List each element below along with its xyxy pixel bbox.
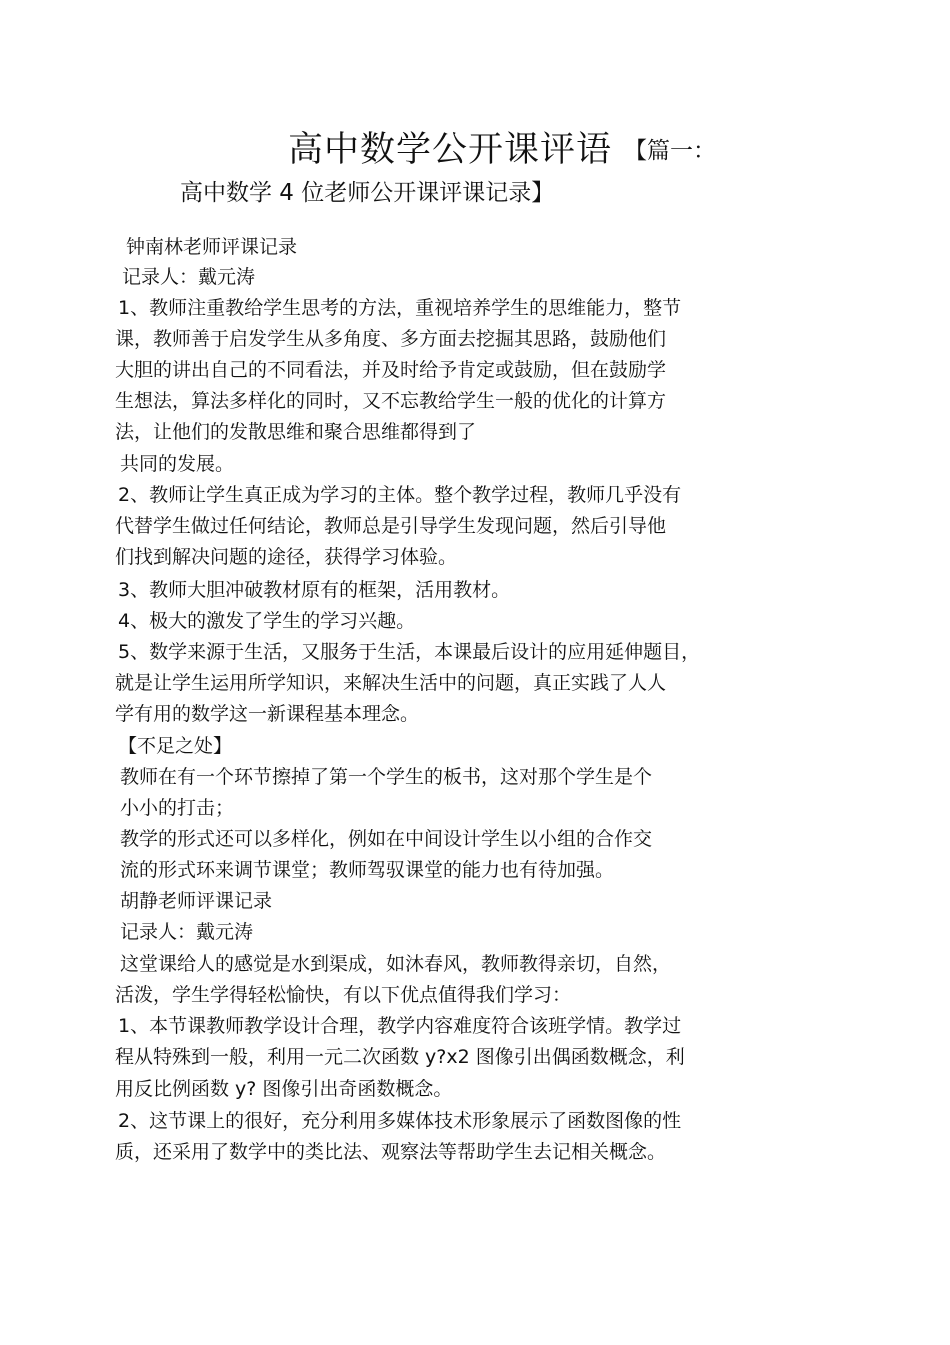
- section-heading: 钟南林老师评课记录: [126, 236, 298, 258]
- paragraph-line: 这堂课给人的感觉是水到渠成，如沐春风，教师教得亲切，自然，: [120, 953, 672, 975]
- paragraph-line: 代替学生做过任何结论，教师总是引导学生发现问题，然后引导他: [115, 515, 667, 537]
- paragraph-line: 就是让学生运用所学知识，来解决生活中的问题，真正实践了人人: [115, 672, 667, 694]
- paragraph-line: 2、教师让学生真正成为学习的主体。整个教学过程，教师几乎没有: [118, 484, 682, 506]
- paragraph-line: 们找到解决问题的途径，获得学习体验。: [115, 546, 458, 568]
- paragraph-line: 用反比例函数 y? 图像引出奇函数概念。: [115, 1078, 453, 1100]
- paragraph-line: 小小的打击；: [120, 797, 235, 819]
- paragraph-line: 流的形式环来调节课堂；教师驾驭课堂的能力也有待加强。: [120, 859, 615, 881]
- paragraph-line: 法，让他们的发散思维和聚合思维都得到了: [115, 421, 477, 443]
- paragraph-line: 1、教师注重教给学生思考的方法，重视培养学生的思维能力，整节: [118, 297, 682, 319]
- paragraph-line: 质，还采用了数学中的类比法、观察法等帮助学生去记相关概念。: [115, 1141, 667, 1163]
- paragraph-line: 1、本节课教师教学设计合理，教学内容难度符合该班学情。教学过: [118, 1015, 682, 1037]
- paragraph-line: 大胆的讲出自己的不同看法，并及时给予肯定或鼓励，但在鼓励学: [115, 359, 667, 381]
- subsection-heading: 【不足之处】: [118, 735, 233, 757]
- paragraph-line: 5、数学来源于生活，又服务于生活，本课最后设计的应用延伸题目，: [118, 641, 701, 663]
- document-subtitle: 高中数学 4 位老师公开课评课记录】: [180, 180, 555, 206]
- recorder-line: 记录人：戴元涛: [120, 921, 254, 943]
- document-title: [288, 122, 716, 172]
- paragraph-line: 共同的发展。: [120, 453, 235, 475]
- title-main: 高中数学公开课评语: [288, 130, 613, 170]
- paragraph-line: 学有用的数学这一新课程基本理念。: [115, 703, 420, 725]
- paragraph-line: 课，教师善于启发学生从多角度、多方面去挖掘其思路，鼓励他们: [115, 328, 667, 350]
- paragraph-line: 教师在有一个环节擦掉了第一个学生的板书，这对那个学生是个: [120, 766, 653, 788]
- paragraph-line: 4、极大的激发了学生的学习兴趣。: [118, 610, 416, 632]
- paragraph-line: 3、教师大胆冲破教材原有的框架，活用教材。: [118, 579, 511, 601]
- section-heading: 胡静老师评课记录: [120, 890, 273, 912]
- paragraph-line: 教学的形式还可以多样化，例如在中间设计学生以小组的合作交: [120, 828, 653, 850]
- recorder-line: 记录人：戴元涛: [122, 266, 256, 288]
- paragraph-line: 2、这节课上的很好，充分利用多媒体技术形象展示了函数图像的性: [118, 1110, 682, 1132]
- paragraph-line: 活泼，学生学得轻松愉快，有以下优点值得我们学习：: [115, 984, 572, 1006]
- paragraph-line: 程从特殊到一般，利用一元二次函数 y?x2 图像引出偶函数概念，利: [115, 1046, 685, 1068]
- paragraph-line: 生想法，算法多样化的同时，又不忘教给学生一般的优化的计算方: [115, 390, 667, 412]
- title-tag: 【篇一：: [624, 138, 717, 164]
